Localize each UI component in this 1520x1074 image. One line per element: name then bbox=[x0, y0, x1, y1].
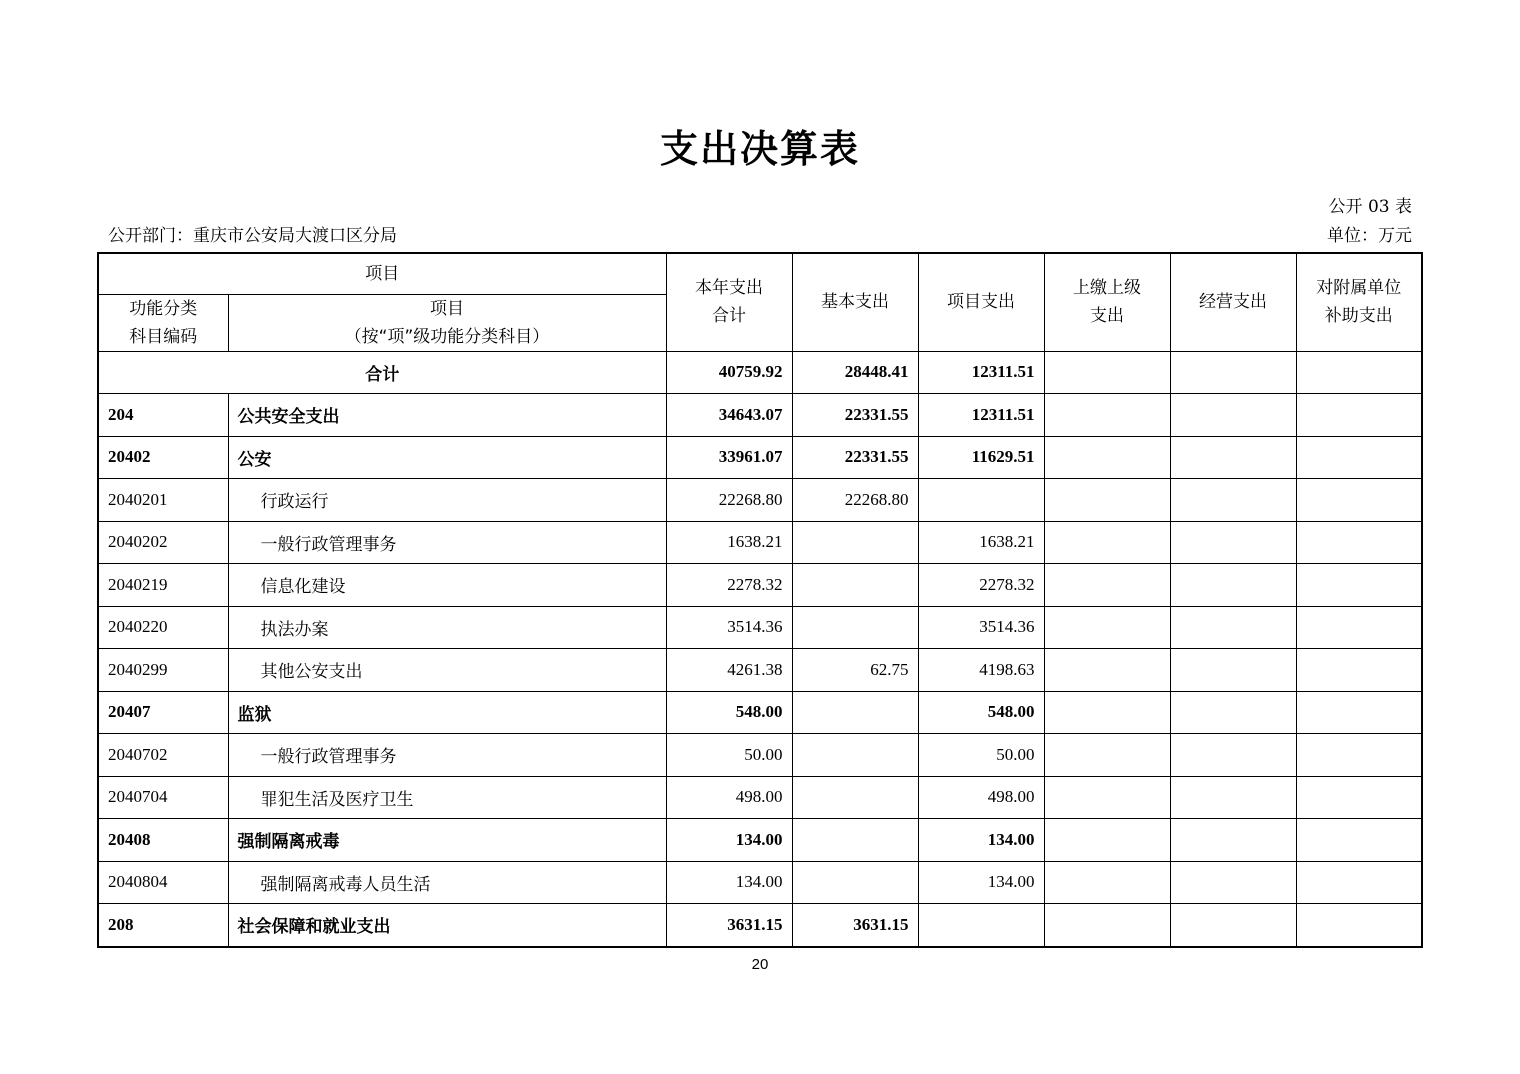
row-cell-business bbox=[1170, 861, 1296, 904]
page-title: 支出决算表 bbox=[659, 127, 860, 171]
row-cell-subsidy bbox=[1296, 904, 1422, 947]
row-cell-business bbox=[1170, 606, 1296, 649]
table-row bbox=[98, 904, 1422, 947]
total-cell-total: 40759.92 bbox=[666, 351, 792, 394]
row-cell-upper bbox=[1044, 861, 1170, 904]
row-code: 20408 bbox=[98, 819, 228, 862]
row-cell-upper bbox=[1044, 479, 1170, 522]
header-basic: 基本支出 bbox=[792, 253, 918, 351]
row-cell-total: 134.00 bbox=[666, 819, 792, 862]
row-name: 监狱 bbox=[228, 691, 666, 734]
row-cell-subsidy bbox=[1296, 479, 1422, 522]
header-total bbox=[666, 253, 792, 351]
row-cell-subsidy bbox=[1296, 734, 1422, 777]
row-cell-basic: 3631.15 bbox=[792, 904, 918, 947]
row-cell-project: 548.00 bbox=[918, 691, 1044, 734]
row-cell-total: 3631.15 bbox=[666, 904, 792, 947]
row-cell-total: 4261.38 bbox=[666, 649, 792, 692]
header-project: 项目支出 bbox=[918, 253, 1044, 351]
row-code: 2040220 bbox=[98, 606, 228, 649]
row-code: 2040704 bbox=[98, 776, 228, 819]
header-code bbox=[98, 294, 228, 351]
row-cell-business bbox=[1170, 691, 1296, 734]
row-cell-project: 12311.51 bbox=[918, 394, 1044, 437]
row-cell-business bbox=[1170, 819, 1296, 862]
total-label: 合计 bbox=[98, 351, 666, 394]
row-name: 社会保障和就业支出 bbox=[228, 904, 666, 947]
row-cell-upper bbox=[1044, 904, 1170, 947]
header-code-line2: 科目编码 bbox=[129, 326, 198, 347]
row-cell-project: 4198.63 bbox=[918, 649, 1044, 692]
row-code: 2040201 bbox=[98, 479, 228, 522]
row-cell-upper bbox=[1044, 649, 1170, 692]
row-name: 行政运行 bbox=[228, 479, 666, 522]
row-cell-upper bbox=[1044, 521, 1170, 564]
table-row bbox=[98, 649, 1422, 692]
row-code: 20407 bbox=[98, 691, 228, 734]
row-cell-total: 22268.80 bbox=[666, 479, 792, 522]
row-cell-business bbox=[1170, 479, 1296, 522]
row-cell-upper bbox=[1044, 564, 1170, 607]
table-row bbox=[98, 691, 1422, 734]
header-item: 项目 bbox=[98, 253, 666, 294]
header-upper bbox=[1044, 253, 1170, 351]
total-cell-basic: 28448.41 bbox=[792, 351, 918, 394]
row-cell-upper bbox=[1044, 606, 1170, 649]
row-cell-project: 3514.36 bbox=[918, 606, 1044, 649]
row-cell-basic bbox=[792, 734, 918, 777]
row-cell-project: 498.00 bbox=[918, 776, 1044, 819]
row-cell-business bbox=[1170, 564, 1296, 607]
row-cell-total: 134.00 bbox=[666, 861, 792, 904]
row-cell-project: 134.00 bbox=[918, 819, 1044, 862]
row-name: 公安 bbox=[228, 436, 666, 479]
total-cell-project: 12311.51 bbox=[918, 351, 1044, 394]
total-row bbox=[98, 351, 1422, 394]
row-name: 其他公安支出 bbox=[228, 649, 666, 692]
row-cell-total: 498.00 bbox=[666, 776, 792, 819]
row-cell-business bbox=[1170, 394, 1296, 437]
row-cell-project: 134.00 bbox=[918, 861, 1044, 904]
row-cell-basic: 22268.80 bbox=[792, 479, 918, 522]
row-cell-total: 1638.21 bbox=[666, 521, 792, 564]
row-cell-upper bbox=[1044, 734, 1170, 777]
row-cell-basic bbox=[792, 861, 918, 904]
header-name bbox=[228, 294, 666, 351]
row-name: 强制隔离戒毒 bbox=[228, 819, 666, 862]
header-subsidy-line1: 对附属单位 bbox=[1316, 278, 1402, 299]
row-code: 2040202 bbox=[98, 521, 228, 564]
header-name-line1: 项目 bbox=[430, 298, 464, 319]
table-row bbox=[98, 521, 1422, 564]
row-cell-subsidy bbox=[1296, 436, 1422, 479]
row-cell-total: 34643.07 bbox=[666, 394, 792, 437]
table-row bbox=[98, 564, 1422, 607]
row-cell-basic bbox=[792, 776, 918, 819]
row-cell-business bbox=[1170, 904, 1296, 947]
row-name: 罪犯生活及医疗卫生 bbox=[228, 776, 666, 819]
total-cell-business bbox=[1170, 351, 1296, 394]
row-name: 一般行政管理事务 bbox=[228, 521, 666, 564]
row-cell-basic bbox=[792, 819, 918, 862]
row-code: 208 bbox=[98, 904, 228, 947]
table-row bbox=[98, 394, 1422, 437]
table-row bbox=[98, 606, 1422, 649]
header-upper-line1: 上缴上级 bbox=[1073, 278, 1141, 299]
page-number: 20 bbox=[751, 956, 769, 973]
row-cell-subsidy bbox=[1296, 776, 1422, 819]
header-name-line2: （按“项”级功能分类科目） bbox=[344, 326, 550, 347]
row-cell-upper bbox=[1044, 776, 1170, 819]
table-row bbox=[98, 436, 1422, 479]
table-row bbox=[98, 734, 1422, 777]
row-cell-subsidy bbox=[1296, 691, 1422, 734]
row-cell-upper bbox=[1044, 691, 1170, 734]
row-cell-basic: 62.75 bbox=[792, 649, 918, 692]
row-cell-project: 2278.32 bbox=[918, 564, 1044, 607]
row-cell-subsidy bbox=[1296, 861, 1422, 904]
row-name: 强制隔离戒毒人员生活 bbox=[228, 861, 666, 904]
row-cell-upper bbox=[1044, 436, 1170, 479]
header-subsidy-line2: 补助支出 bbox=[1324, 306, 1393, 327]
row-cell-basic bbox=[792, 521, 918, 564]
table-row bbox=[98, 861, 1422, 904]
row-cell-project: 1638.21 bbox=[918, 521, 1044, 564]
row-cell-business bbox=[1170, 734, 1296, 777]
row-name: 一般行政管理事务 bbox=[228, 734, 666, 777]
row-cell-basic: 22331.55 bbox=[792, 394, 918, 437]
row-cell-business bbox=[1170, 436, 1296, 479]
row-cell-subsidy bbox=[1296, 649, 1422, 692]
row-cell-project bbox=[918, 904, 1044, 947]
row-cell-basic bbox=[792, 564, 918, 607]
table-row bbox=[98, 819, 1422, 862]
total-cell-upper bbox=[1044, 351, 1170, 394]
form-number: 公开 03 表 bbox=[1328, 197, 1412, 217]
row-cell-subsidy bbox=[1296, 819, 1422, 862]
total-cell-subsidy bbox=[1296, 351, 1422, 394]
row-cell-subsidy bbox=[1296, 606, 1422, 649]
row-cell-subsidy bbox=[1296, 521, 1422, 564]
header-total-line2: 合计 bbox=[712, 306, 746, 327]
row-cell-business bbox=[1170, 776, 1296, 819]
unit-label: 单位：万元 bbox=[1327, 226, 1412, 246]
row-name: 公共安全支出 bbox=[228, 394, 666, 437]
row-cell-total: 548.00 bbox=[666, 691, 792, 734]
row-cell-basic bbox=[792, 606, 918, 649]
header-code-line1: 功能分类 bbox=[129, 298, 198, 319]
row-cell-upper bbox=[1044, 819, 1170, 862]
row-cell-project: 50.00 bbox=[918, 734, 1044, 777]
row-code: 2040299 bbox=[98, 649, 228, 692]
header-total-line1: 本年支出 bbox=[695, 278, 763, 299]
row-cell-total: 2278.32 bbox=[666, 564, 792, 607]
row-cell-subsidy bbox=[1296, 564, 1422, 607]
row-cell-subsidy bbox=[1296, 394, 1422, 437]
header-business: 经营支出 bbox=[1170, 253, 1296, 351]
row-name: 信息化建设 bbox=[228, 564, 666, 607]
row-cell-total: 50.00 bbox=[666, 734, 792, 777]
row-cell-project bbox=[918, 479, 1044, 522]
row-cell-total: 3514.36 bbox=[666, 606, 792, 649]
row-cell-business bbox=[1170, 649, 1296, 692]
header-upper-line2: 支出 bbox=[1090, 306, 1124, 327]
row-code: 204 bbox=[98, 394, 228, 437]
row-cell-upper bbox=[1044, 394, 1170, 437]
header-subsidy bbox=[1296, 253, 1422, 351]
row-cell-basic bbox=[792, 691, 918, 734]
row-cell-basic: 22331.55 bbox=[792, 436, 918, 479]
row-code: 2040219 bbox=[98, 564, 228, 607]
expenditure-table bbox=[97, 252, 1423, 948]
row-name: 执法办案 bbox=[228, 606, 666, 649]
row-code: 2040702 bbox=[98, 734, 228, 777]
row-code: 2040804 bbox=[98, 861, 228, 904]
row-cell-total: 33961.07 bbox=[666, 436, 792, 479]
row-cell-project: 11629.51 bbox=[918, 436, 1044, 479]
table-row bbox=[98, 776, 1422, 819]
table-row bbox=[98, 479, 1422, 522]
row-cell-business bbox=[1170, 521, 1296, 564]
row-code: 20402 bbox=[98, 436, 228, 479]
department-label: 公开部门：重庆市公安局大渡口区分局 bbox=[108, 226, 397, 246]
